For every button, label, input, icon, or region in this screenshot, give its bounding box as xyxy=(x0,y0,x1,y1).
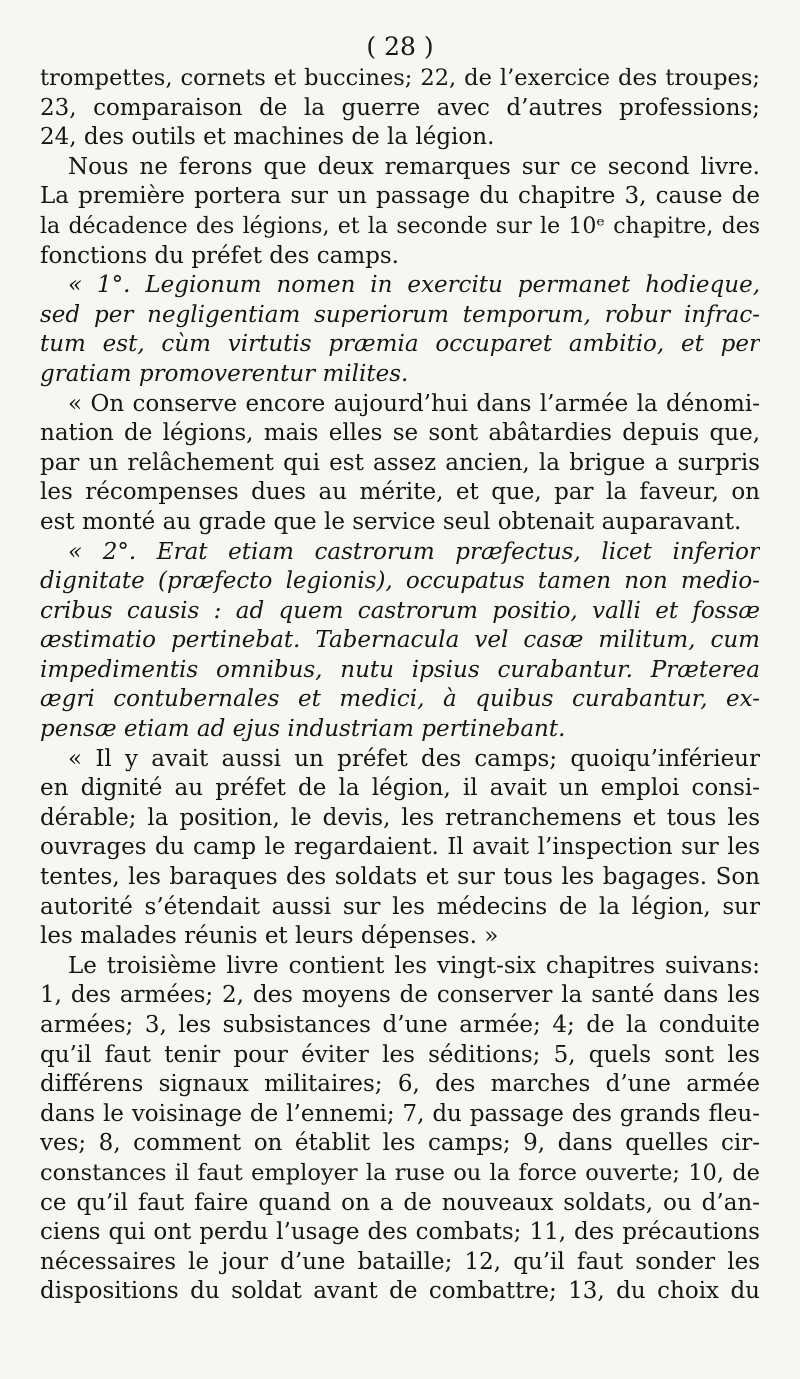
text-line: est monté au grade que le service seul obtenait auparavant. xyxy=(40,508,742,535)
text-line: différens signaux militaires; 6, des marches d’une armée xyxy=(40,1071,760,1098)
text-line: gratiam promoverentur milites. xyxy=(40,360,409,387)
text-line: par un relâchement qui est assez ancien, la brigue a surpris xyxy=(40,449,760,476)
text-line: armées; 3, les subsistances d’une armée; 4; de la conduite xyxy=(40,1012,760,1038)
text-line: 23, comparaison de la guerre avec d’autres professions; xyxy=(40,94,760,121)
text-line: « Il y avait aussi un préfet des camps; quoiqu’inférieur xyxy=(68,745,760,772)
text-line: dignitate (præfecto legionis), occupatus tamen non medio- xyxy=(40,568,760,595)
text-line: nation de légions, mais elles se sont abâtardies depuis que, xyxy=(40,420,760,447)
text-line: autorité s’étendait aussi sur les médecins de la légion, sur xyxy=(40,893,760,920)
text-line: dérable; la position, le devis, les retranchemens et tous les xyxy=(40,804,760,831)
text-line: les récompenses dues au mérite, et que, par la faveur, on xyxy=(40,479,760,506)
text-line: cribus causis : ad quem castrorum positio, valli et fossæ xyxy=(40,597,760,624)
text-line: tum est, cùm virtutis præmia occuparet ambitio, et per xyxy=(40,331,760,358)
text-line: pensæ etiam ad ejus industriam pertinebant. xyxy=(40,716,566,743)
text-line: ægri contubernales et medici, à quibus curabantur, ex- xyxy=(40,686,760,713)
text-line: impedimentis omnibus, nutu ipsius curabantur. Præterea xyxy=(40,656,760,683)
text-line: les malades réunis et leurs dépenses. » xyxy=(40,923,499,950)
text-line: Nous ne ferons que deux remarques sur ce second livre. xyxy=(68,153,760,180)
text-line: ce qu’il faut faire quand on a de nouveaux soldats, ou d’an- xyxy=(40,1189,760,1216)
text-line: ciens qui ont perdu l’usage des combats; 11, des précautions xyxy=(40,1219,760,1246)
text-line: Le troisième livre contient les vingt-six chapitres suivans: xyxy=(68,952,760,979)
page-body-text xyxy=(40,64,760,1307)
text-line: tentes, les baraques des soldats et sur tous les bagages. Son xyxy=(40,864,760,891)
text-line: sed per negligentiam superiorum temporum, robur infrac- xyxy=(40,301,760,328)
text-line: æstimatio pertinebat. Tabernacula vel casæ militum, cum xyxy=(40,627,760,654)
text-line: « 1°. Legionum nomen in exercitu permanet hodieque, xyxy=(68,272,760,299)
text-line: 1, des armées; 2, des moyens de conserver la santé dans les xyxy=(40,982,760,1009)
text-line: dans le voisinage de l’ennemi; 7, du passage des grands fleu- xyxy=(40,1100,760,1127)
text-line: ouvrages du camp le regardaient. Il avait l’inspection sur les xyxy=(40,834,760,861)
text-line: nécessaires le jour d’une bataille; 12, qu’il faut sonder les xyxy=(40,1248,760,1275)
text-line: « 2°. Erat etiam castrorum præfectus, licet inferior xyxy=(68,538,760,565)
text-line: fonctions du préfet des camps. xyxy=(40,242,399,269)
text-line: trompettes, cornets et buccines; 22, de l’exercice des troupes; xyxy=(40,65,760,91)
text-line: la décadence des légions, et la seconde sur le 10ᵉ chapitre, des xyxy=(40,213,760,239)
text-line: ves; 8, comment on établit les camps; 9, dans quelles cir- xyxy=(40,1130,760,1157)
text-line: en dignité au préfet de la légion, il avait un emploi consi- xyxy=(40,775,760,802)
page-number: ( 28 ) xyxy=(366,32,434,61)
text-line: « On conserve encore aujourd’hui dans l’armée la dénomi- xyxy=(68,390,760,417)
text-line: constances il faut employer la ruse ou la force ouverte; 10, de xyxy=(40,1159,760,1186)
text-line: qu’il faut tenir pour éviter les séditions; 5, quels sont les xyxy=(40,1041,760,1068)
text-line: 24, des outils et machines de la légion. xyxy=(40,124,495,151)
text-line: dispositions du soldat avant de combattre; 13, du choix du xyxy=(40,1278,760,1305)
text-line: La première portera sur un passage du chapitre 3, cause de xyxy=(40,183,760,210)
